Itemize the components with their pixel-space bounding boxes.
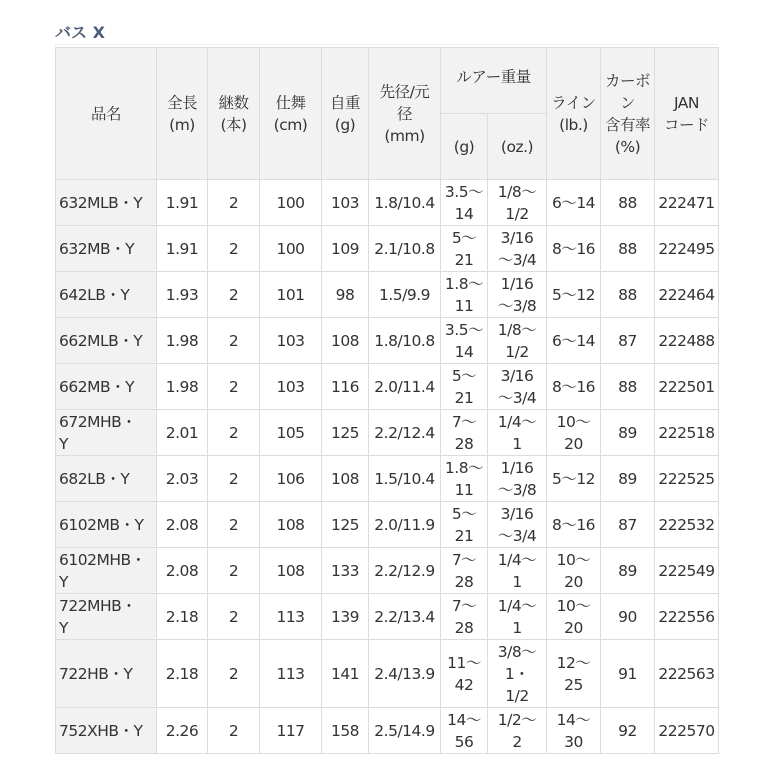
cell-line: 6～14 — [547, 318, 601, 364]
cell-lure-g: 11～ 42 — [441, 640, 488, 708]
cell-name: 722MHB・ Y — [56, 594, 157, 640]
table-row — [56, 226, 719, 272]
cell-closed-length: 100 — [260, 226, 322, 272]
cell-diameter: 2.0/11.4 — [369, 364, 441, 410]
cell-jan: 222525 — [655, 456, 719, 502]
cell-diameter: 1.5/9.9 — [369, 272, 441, 318]
cell-weight: 103 — [322, 180, 369, 226]
cell-diameter: 2.2/13.4 — [369, 594, 441, 640]
cell-weight: 109 — [322, 226, 369, 272]
cell-jan: 222532 — [655, 502, 719, 548]
cell-jan: 222563 — [655, 640, 719, 708]
cell-weight: 125 — [322, 502, 369, 548]
cell-lure-oz: 1/16 ～3/8 — [488, 272, 547, 318]
cell-pieces: 2 — [208, 318, 260, 364]
cell-length: 2.03 — [157, 456, 208, 502]
cell-lure-oz: 1/4～ 1 — [488, 594, 547, 640]
cell-diameter: 2.2/12.9 — [369, 548, 441, 594]
cell-length: 1.93 — [157, 272, 208, 318]
cell-lure-g: 5～ 21 — [441, 226, 488, 272]
cell-diameter: 2.2/12.4 — [369, 410, 441, 456]
table-row — [56, 548, 719, 594]
header-closed-length: 仕舞 (cm) — [260, 48, 322, 180]
header-pieces: 継数 (本) — [208, 48, 260, 180]
cell-lure-g: 7～ 28 — [441, 594, 488, 640]
cell-line: 14～ 30 — [547, 708, 601, 754]
cell-lure-oz: 1/8～ 1/2 — [488, 318, 547, 364]
cell-closed-length: 100 — [260, 180, 322, 226]
cell-lure-g: 3.5～ 14 — [441, 318, 488, 364]
cell-jan: 222556 — [655, 594, 719, 640]
cell-carbon: 89 — [601, 456, 655, 502]
cell-closed-length: 105 — [260, 410, 322, 456]
cell-jan: 222464 — [655, 272, 719, 318]
cell-lure-g: 7～ 28 — [441, 410, 488, 456]
cell-lure-g: 1.8～ 11 — [441, 456, 488, 502]
cell-closed-length: 113 — [260, 640, 322, 708]
cell-jan: 222518 — [655, 410, 719, 456]
cell-pieces: 2 — [208, 548, 260, 594]
cell-closed-length: 108 — [260, 502, 322, 548]
cell-closed-length: 106 — [260, 456, 322, 502]
cell-lure-oz: 1/4～ 1 — [488, 548, 547, 594]
header-lure-weight: ルアー重量 — [441, 48, 547, 114]
cell-pieces: 2 — [208, 708, 260, 754]
header-weight: 自重 (g) — [322, 48, 369, 180]
cell-length: 2.08 — [157, 548, 208, 594]
cell-name: 722HB・Y — [56, 640, 157, 708]
cell-weight: 108 — [322, 456, 369, 502]
cell-line: 12～ 25 — [547, 640, 601, 708]
cell-pieces: 2 — [208, 594, 260, 640]
cell-lure-g: 5～ 21 — [441, 364, 488, 410]
cell-weight: 108 — [322, 318, 369, 364]
cell-lure-g: 5～ 21 — [441, 502, 488, 548]
cell-weight: 116 — [322, 364, 369, 410]
cell-diameter: 1.8/10.4 — [369, 180, 441, 226]
cell-lure-oz: 1/4～ 1 — [488, 410, 547, 456]
cell-line: 6～14 — [547, 180, 601, 226]
cell-lure-oz: 1/8～ 1/2 — [488, 180, 547, 226]
table-row — [56, 318, 719, 364]
table-row — [56, 180, 719, 226]
cell-length: 1.98 — [157, 364, 208, 410]
cell-lure-oz: 3/16 ～3/4 — [488, 364, 547, 410]
cell-diameter: 2.5/14.9 — [369, 708, 441, 754]
cell-pieces: 2 — [208, 410, 260, 456]
cell-jan: 222495 — [655, 226, 719, 272]
table-row — [56, 364, 719, 410]
header-length: 全長 (m) — [157, 48, 208, 180]
cell-name: 752XHB・Y — [56, 708, 157, 754]
cell-carbon: 88 — [601, 180, 655, 226]
cell-length: 1.98 — [157, 318, 208, 364]
cell-jan: 222501 — [655, 364, 719, 410]
cell-weight: 158 — [322, 708, 369, 754]
cell-line: 8～16 — [547, 226, 601, 272]
cell-name: 632MLB・Y — [56, 180, 157, 226]
header-line: ライン (lb.) — [547, 48, 601, 180]
cell-carbon: 90 — [601, 594, 655, 640]
cell-diameter: 2.4/13.9 — [369, 640, 441, 708]
cell-length: 1.91 — [157, 226, 208, 272]
header-carbon: カーボ ン 含有率 (%) — [601, 48, 655, 180]
cell-lure-oz: 3/16 ～3/4 — [488, 226, 547, 272]
cell-closed-length: 113 — [260, 594, 322, 640]
cell-carbon: 87 — [601, 502, 655, 548]
cell-carbon: 88 — [601, 226, 655, 272]
cell-pieces: 2 — [208, 272, 260, 318]
table-row — [56, 456, 719, 502]
table-row — [56, 640, 719, 708]
cell-pieces: 2 — [208, 502, 260, 548]
cell-line: 5～12 — [547, 272, 601, 318]
cell-name: 6102MB・Y — [56, 502, 157, 548]
cell-weight: 133 — [322, 548, 369, 594]
cell-closed-length: 117 — [260, 708, 322, 754]
cell-pieces: 2 — [208, 364, 260, 410]
cell-diameter: 2.1/10.8 — [369, 226, 441, 272]
cell-length: 2.18 — [157, 594, 208, 640]
cell-lure-g: 3.5～ 14 — [441, 180, 488, 226]
cell-line: 10～ 20 — [547, 548, 601, 594]
table-row — [56, 410, 719, 456]
cell-lure-oz: 3/16 ～3/4 — [488, 502, 547, 548]
cell-carbon: 88 — [601, 364, 655, 410]
cell-weight: 141 — [322, 640, 369, 708]
header-name: 品名 — [56, 48, 157, 180]
cell-length: 2.26 — [157, 708, 208, 754]
cell-line: 8～16 — [547, 502, 601, 548]
cell-diameter: 1.5/10.4 — [369, 456, 441, 502]
page-title: バス X — [55, 23, 105, 42]
cell-diameter: 2.0/11.9 — [369, 502, 441, 548]
header-lure-oz: (oz.) — [488, 114, 547, 180]
cell-lure-g: 1.8～ 11 — [441, 272, 488, 318]
cell-weight: 125 — [322, 410, 369, 456]
cell-name: 682LB・Y — [56, 456, 157, 502]
table-row — [56, 272, 719, 318]
spec-table — [55, 47, 719, 754]
cell-lure-g: 14～ 56 — [441, 708, 488, 754]
table-row — [56, 708, 719, 754]
cell-closed-length: 103 — [260, 318, 322, 364]
cell-weight: 98 — [322, 272, 369, 318]
cell-line: 8～16 — [547, 364, 601, 410]
cell-name: 632MB・Y — [56, 226, 157, 272]
cell-lure-oz: 1/16 ～3/8 — [488, 456, 547, 502]
cell-line: 5～12 — [547, 456, 601, 502]
cell-name: 6102MHB・ Y — [56, 548, 157, 594]
table-row — [56, 502, 719, 548]
cell-pieces: 2 — [208, 226, 260, 272]
table-row — [56, 594, 719, 640]
cell-pieces: 2 — [208, 180, 260, 226]
cell-weight: 139 — [322, 594, 369, 640]
cell-pieces: 2 — [208, 456, 260, 502]
cell-diameter: 1.8/10.8 — [369, 318, 441, 364]
header-jan: JAN コード — [655, 48, 719, 180]
cell-jan: 222488 — [655, 318, 719, 364]
cell-length: 2.08 — [157, 502, 208, 548]
cell-lure-oz: 1/2～ 2 — [488, 708, 547, 754]
cell-name: 662MB・Y — [56, 364, 157, 410]
cell-name: 672MHB・ Y — [56, 410, 157, 456]
cell-carbon: 92 — [601, 708, 655, 754]
cell-closed-length: 108 — [260, 548, 322, 594]
cell-carbon: 87 — [601, 318, 655, 364]
cell-lure-g: 7～ 28 — [441, 548, 488, 594]
cell-carbon: 89 — [601, 548, 655, 594]
cell-jan: 222570 — [655, 708, 719, 754]
cell-line: 10～ 20 — [547, 410, 601, 456]
cell-length: 1.91 — [157, 180, 208, 226]
cell-pieces: 2 — [208, 640, 260, 708]
divider — [55, 44, 718, 45]
cell-length: 2.18 — [157, 640, 208, 708]
cell-length: 2.01 — [157, 410, 208, 456]
cell-line: 10～ 20 — [547, 594, 601, 640]
cell-carbon: 91 — [601, 640, 655, 708]
cell-closed-length: 103 — [260, 364, 322, 410]
header-lure-g: (g) — [441, 114, 488, 180]
cell-carbon: 88 — [601, 272, 655, 318]
cell-jan: 222549 — [655, 548, 719, 594]
cell-jan: 222471 — [655, 180, 719, 226]
cell-carbon: 89 — [601, 410, 655, 456]
cell-name: 642LB・Y — [56, 272, 157, 318]
cell-lure-oz: 3/8～ 1・ 1/2 — [488, 640, 547, 708]
cell-closed-length: 101 — [260, 272, 322, 318]
header-diameter: 先径/元 径 (mm) — [369, 48, 441, 180]
cell-name: 662MLB・Y — [56, 318, 157, 364]
